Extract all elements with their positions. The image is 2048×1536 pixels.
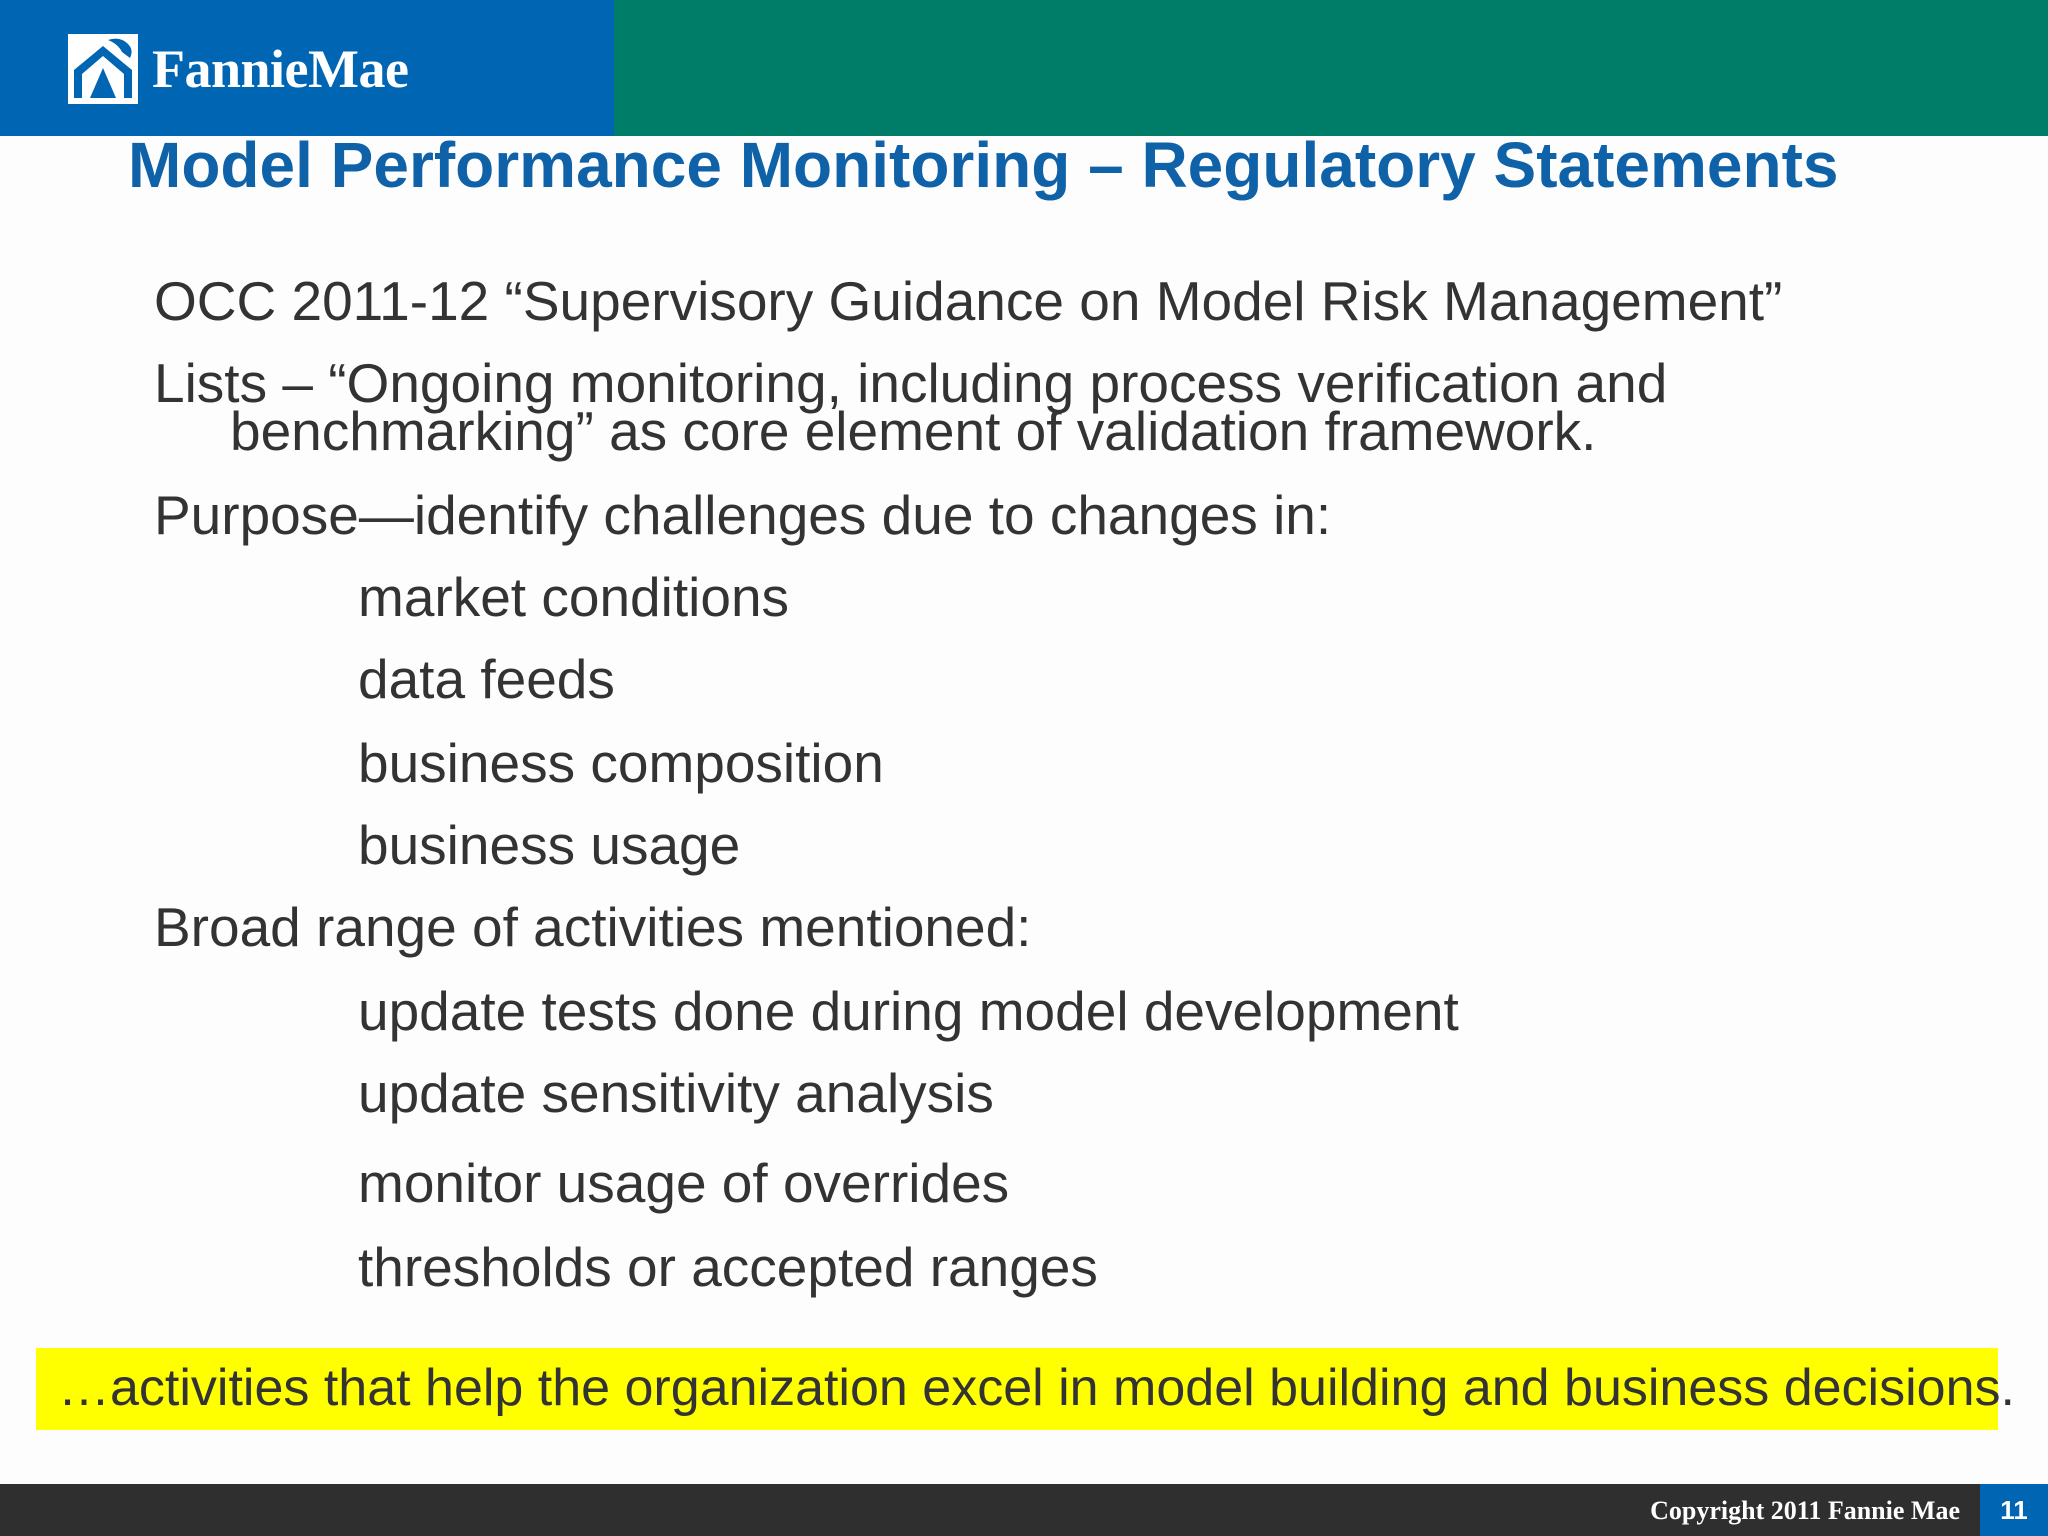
logo-text: FannieMae (152, 39, 409, 99)
sub-item: update tests done during model development (358, 980, 1459, 1042)
sub-item: data feeds (358, 648, 615, 710)
page-number: 11 (1980, 1484, 2048, 1536)
footer-bar (0, 1484, 2048, 1536)
sub-item: market conditions (358, 566, 790, 628)
sub-item: thresholds or accepted ranges (358, 1236, 1098, 1298)
house-icon (68, 34, 138, 104)
body-line: benchmarking” as core element of validation framework. (230, 400, 1597, 462)
body-line: OCC 2011-12 “Supervisory Guidance on Model Risk Management” (154, 270, 1783, 332)
highlight-text: …activities that help the organization excel in model building and business decisions. (58, 1359, 2015, 1417)
body-line: Purpose—identify challenges due to changes in: (154, 484, 1332, 546)
copyright-text: Copyright 2011 Fannie Mae (1650, 1496, 1960, 1525)
body-line: Broad range of activities mentioned: (154, 896, 1032, 958)
body-line: Lists – “Ongoing monitoring, including process verification and (154, 352, 1668, 414)
fannie-mae-logo (68, 34, 408, 104)
highlight-callout (36, 1348, 2015, 1430)
sub-item: business usage (358, 814, 741, 876)
header-accent-bar (614, 0, 2048, 136)
slide-title: Model Performance Monitoring – Regulatory Statements (128, 129, 1839, 201)
sub-item: business composition (358, 732, 884, 794)
sub-item: update sensitivity analysis (358, 1062, 994, 1124)
sub-item: monitor usage of overrides (358, 1152, 1010, 1214)
